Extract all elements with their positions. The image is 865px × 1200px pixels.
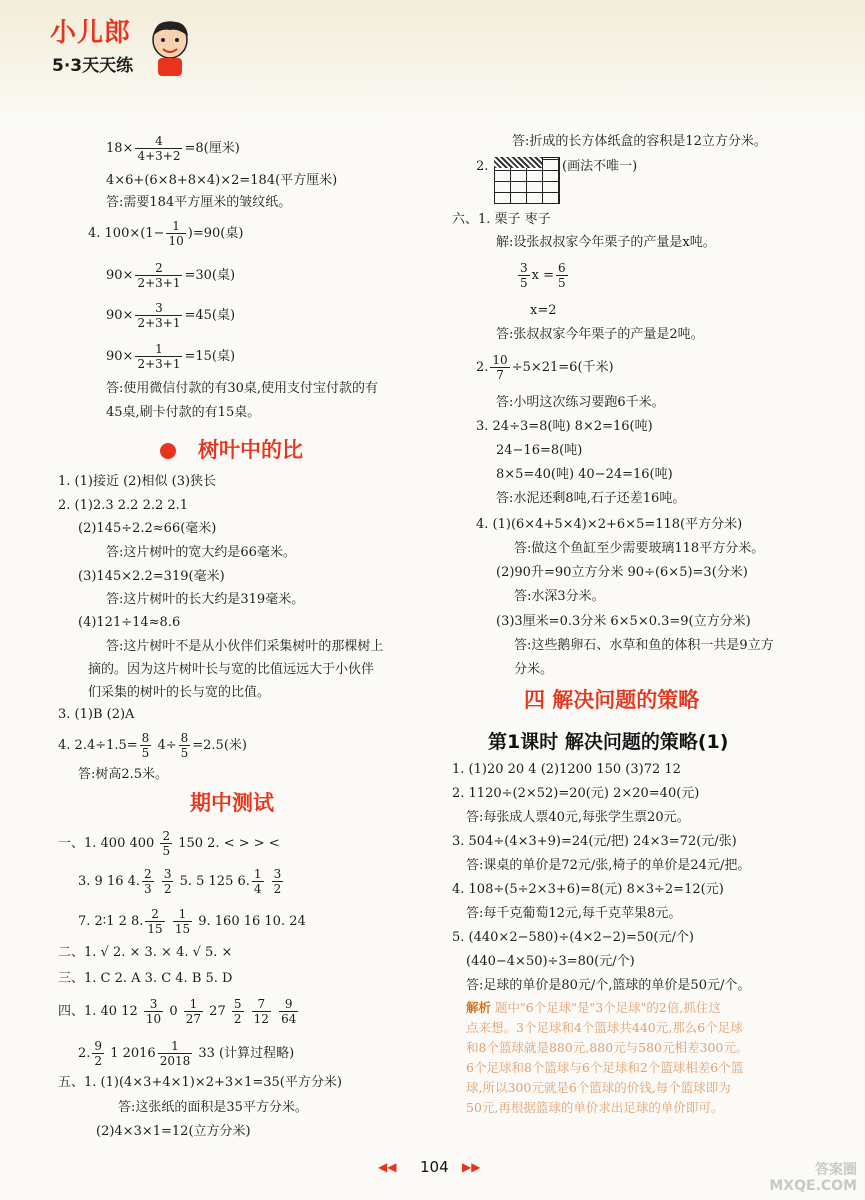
right-q2-note: (画法不唯一): [562, 159, 638, 174]
right-line-17: 答:水深3分米。: [514, 589, 605, 604]
watermark-logo: 答案圈 MXQE.COM: [769, 1162, 857, 1194]
right-line-16: (2)90升=90立方分米 90÷(6×5)=3(分米): [496, 565, 748, 580]
midterm-line-6: 四、1. 40 12 $\frac{3}{10}$ 0 $\frac{1}{27}$ 27 $\frac{5}{2}$ $\frac{7}{12}$ $\frac{9}{64}$: [58, 997, 297, 1026]
next-page-icon[interactable]: ▶▶: [462, 1160, 481, 1174]
strategy-line-9: (440−4×50)÷3=80(元/个): [466, 954, 635, 969]
right-line-12: 8×5=40(吨) 40−24=16(吨): [496, 467, 673, 482]
leaf-line-8: 答:这片树叶不是从小伙伴们采集树叶的那棵树上: [106, 639, 384, 654]
right-line-9: 答:小明这次练习要跑6千米。: [496, 395, 665, 410]
right-line-11: 24−16=8(吨): [496, 443, 583, 458]
left-f3: 90× $\frac{1}{2+3+1}$ =15(桌): [106, 342, 236, 371]
right-q2-label: 2.: [476, 159, 489, 174]
strategy-line-6: 4. 108÷(5÷2×3+6)=8(元) 8×3÷2=12(元): [452, 882, 724, 897]
right-line-14: 4. (1)(6×4+5×4)×2+6×5=118(平方分米): [476, 517, 743, 532]
section-title-leaf-ratio: 树叶中的比: [198, 438, 303, 462]
strategy-line-3: 答:每张成人票40元,每张学生票20元。: [466, 810, 690, 825]
leaf-line-1: 1. (1)接近 (2)相似 (3)狭长: [58, 474, 217, 489]
leaf-line-2: 2. (1)2.3 2.2 2.2 2.1: [58, 498, 189, 513]
leaf-line-11: 3. (1)B (2)A: [58, 707, 135, 722]
left-f2: 90× $\frac{3}{2+3+1}$ =45(桌): [106, 301, 236, 330]
page-number: 104: [420, 1158, 449, 1176]
section-title-strategy: 四 解决问题的策略: [524, 688, 700, 712]
section-title-midterm: 期中测试: [190, 791, 274, 815]
strategy-line-7: 答:每千克葡萄12元,每千克苹果8元。: [466, 906, 682, 921]
strategy-line-10: 答:足球的单价是80元/个,篮球的单价是50元/个。: [466, 978, 751, 993]
section-dot-icon: [160, 443, 176, 459]
lesson-title: 第1课时 解决问题的策略(1): [488, 731, 729, 753]
leaf-line-6: 答:这片树叶的长大约是319毫米。: [106, 592, 305, 607]
strategy-line-4: 3. 504÷(4×3+9)=24(元/把) 24×3=72(元/张): [452, 834, 737, 849]
right-line-8: 2. $\frac{10}{7}$ ÷5×21=6(千米): [476, 353, 614, 382]
left-line-1: 18× $\frac{4}{4+3+2}$ =8(厘米): [106, 134, 240, 163]
midterm-line-8: 五、1. (1)(4×3+4×1)×2+3×1=35(平方分米): [58, 1075, 342, 1090]
midterm-line-7: 2. $\frac{9}{2}$ 1 2016 $\frac{1}{2018}$ 33 (计算过程略): [78, 1039, 295, 1068]
strategy-line-5: 答:课桌的单价是72元/张,椅子的单价是24元/把。: [466, 858, 751, 873]
right-line-18: (3)3厘米=0.3分米 6×5×0.3=9(立方分米): [496, 614, 751, 629]
left-line-3: 答:需要184平方厘米的皱纹纸。: [106, 195, 292, 210]
left-f1: 90× $\frac{2}{2+3+1}$ =30(桌): [106, 261, 236, 290]
right-line-10: 3. 24÷3=8(吨) 8×2=16(吨): [476, 419, 653, 434]
midterm-line-10: (2)4×3×1=12(立方分米): [96, 1124, 251, 1139]
midterm-line-1: 一、1. 400 400 $\frac{2}{5}$ 150 2. < > > <: [58, 829, 280, 858]
right-line-6: x=2: [530, 303, 557, 318]
leaf-line-5: (3)145×2.2=319(毫米): [78, 569, 225, 584]
right-line-4: 解:设张叔叔家今年栗子的产量是x吨。: [496, 235, 716, 250]
right-line-7: 答:张叔叔家今年栗子的产量是2吨。: [496, 327, 704, 342]
logo-subtitle: 5·3天天练: [52, 56, 134, 76]
left-q4: 4. 100×(1− $\frac{1}{10}$ )=90(桌): [88, 219, 244, 248]
midterm-line-3: 7. 2∶1 2 8. $\frac{2}{15}$ $\frac{1}{15}$ 9. 160 16 10. 24: [78, 907, 306, 936]
leaf-line-3: (2)145÷2.2≈66(毫米): [78, 521, 217, 536]
strategy-line-1: 1. (1)20 20 4 (2)1200 150 (3)72 12: [452, 762, 681, 777]
leaf-line-4: 答:这片树叶的宽大约是66毫米。: [106, 545, 296, 560]
leaf-line-7: (4)121÷14≈8.6: [78, 615, 181, 630]
left-ans4a: 答:使用微信付款的有30桌,使用支付宝付款的有: [106, 381, 379, 396]
prev-page-icon[interactable]: ◀◀: [378, 1160, 397, 1174]
right-equation: $\frac{3}{5}$ x = $\frac{6}{5}$: [520, 261, 566, 290]
left-line-2: 4×6+(6×8+8×4)×2=184(平方厘米): [106, 173, 338, 188]
leaf-line-9: 摘的。因为这片树叶长与宽的比值远远大于小伙伴: [88, 662, 375, 677]
analysis-block: 解析 题中"6个足球"是"3个足球"的2倍,抓住这 点来想。3个足球和4个篮球共440元,那么6个足球 和8个篮球就是880元,880元与580元相差300元。 6个足球和8个篮球与6个足球和2个篮球相差6个篮 球,所以300元就是6个篮球的价钱,每个篮球即为 50元,再根据篮球的单价求出足球的单价即可。: [466, 1000, 749, 1115]
strategy-line-2: 2. 1120÷(2×52)=20(元) 2×20=40(元): [452, 786, 700, 801]
right-line-19: 答:这些鹅卵石、水草和鱼的体积一共是9立方: [514, 638, 774, 653]
midterm-line-4: 二、1. √ 2. × 3. × 4. √ 5. ×: [58, 945, 233, 960]
right-line-1: 答:折成的长方体纸盒的容积是12立方分米。: [512, 134, 767, 149]
grid-shaded-row: [494, 157, 542, 168]
right-line-3: 六、1. 栗子 枣子: [452, 212, 551, 227]
leaf-line-10: 们采集的树叶的长与宽的比值。: [88, 685, 271, 700]
analysis-label: 解析: [466, 1000, 492, 1015]
midterm-line-5: 三、1. C 2. A 3. C 4. B 5. D: [58, 971, 233, 986]
right-line-13: 答:水泥还剩8吨,石子还差16吨。: [496, 491, 686, 506]
right-line-20: 分米。: [514, 662, 554, 677]
midterm-line-9: 答:这张纸的面积是35平方分米。: [118, 1100, 308, 1115]
mascot-icon: [148, 18, 192, 78]
leaf-line-12: 4. 2.4÷1.5= $\frac{8}{5}$ 4÷ $\frac{8}{5}$ =2.5(米): [58, 731, 247, 760]
strategy-line-8: 5. (440×2−580)÷(4×2−2)=50(元/个): [452, 930, 694, 945]
logo-title: 小儿郎: [50, 18, 132, 48]
right-line-15: 答:做这个鱼缸至少需要玻璃118平方分米。: [514, 541, 765, 556]
midterm-line-2: 3. 9 16 4. $\frac{2}{3}$ $\frac{3}{2}$ 5. 5 125 6. $\frac{1}{4}$ $\frac{3}{2}$: [78, 867, 282, 896]
left-ans4b: 45桌,刷卡付款的有15桌。: [106, 405, 261, 420]
leaf-line-13: 答:树高2.5米。: [78, 767, 169, 782]
